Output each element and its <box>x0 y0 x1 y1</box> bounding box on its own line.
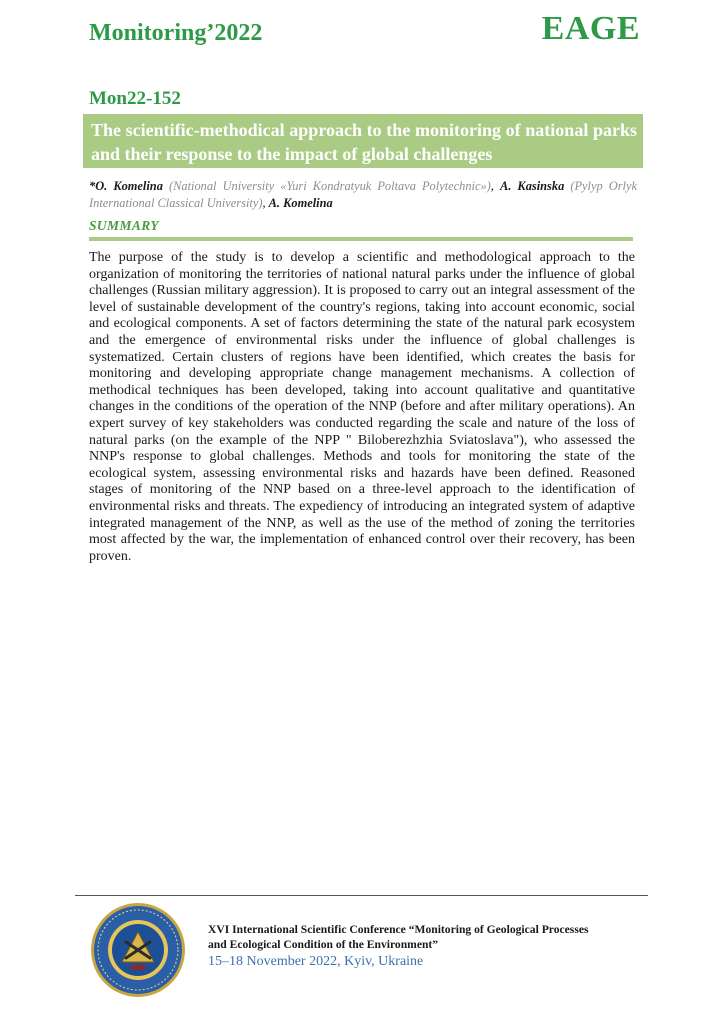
footer-divider <box>75 895 648 896</box>
author-separator: , <box>262 196 269 210</box>
university-seal-icon <box>90 902 186 998</box>
title-band <box>83 114 643 168</box>
author-affiliation: (Pylyp Orlyk International Classical University) <box>89 179 637 210</box>
summary-heading: SUMMARY <box>89 218 160 233</box>
paper-title: The scientific-methodical approach to the monitoring of national parks and their response to the impact of global challenges <box>91 120 637 164</box>
summary-divider <box>89 237 633 241</box>
author-affiliation: (National University «Yuri Kondratyuk Poltava Polytechnic») <box>169 179 491 193</box>
footer-date: 15–18 November 2022, Kyiv, Ukraine <box>208 954 424 969</box>
author-separator: , <box>490 179 500 193</box>
footer-conference-line1: XVI International Scientific Conference “Monitoring of Geological Processes <box>208 923 589 936</box>
author-name: A. Kasinska <box>499 179 565 193</box>
conference-title: Monitoring’2022 <box>89 20 263 46</box>
paper-id: Mon22-152 <box>89 88 181 109</box>
author-list <box>89 178 637 212</box>
summary-text: The purpose of the study is to develop a scientific and methodological approach to the organization of monitoring the territories of national natural parks under the influence of global challenges (Russian military aggression). It is proposed to carry out an integral assessment of the level of sustainable development of the country's regions, taking into account economic, social and ecological components. A set of factors determining the state of the natural park ecosystem and the emergence of environmental risks under the influence of global challenges is systematized. Certain clusters of regions have been identified, which creates the basis for monitoring and developing appropriate change management mechanisms. A collection of methodical techniques has been developed, taking into account qualitative and quantitative changes in the conditions of the operation of the NNP (before and after military operations). An expert survey of key stakeholders was conducted regarding the scale and nature of the loss of natural parks (on the example of the NPP " Biloberezhzhia Sviatoslava"), who assessed the NNP's response to global challenges. Methods and tools for monitoring the state of the ecological system, assessing environmental risks and hazards have been defined. Reasoned stages of monitoring of the NNP based on a three-level approach to the identification of environmental risks and threats. The expediency of introducing an integrated system of adaptive integrated management of the NNP, as well as the use of the method of zoning the territories most affected by the war, the implementation of enhanced control over their recovery, has been proven. <box>89 250 635 564</box>
author-name: A. Komelina <box>268 196 333 210</box>
author-name: *O. Komelina <box>89 179 163 193</box>
footer-conference-line2: and Ecological Condition of the Environment” <box>208 938 439 951</box>
brand-logo: EAGE <box>541 10 640 47</box>
